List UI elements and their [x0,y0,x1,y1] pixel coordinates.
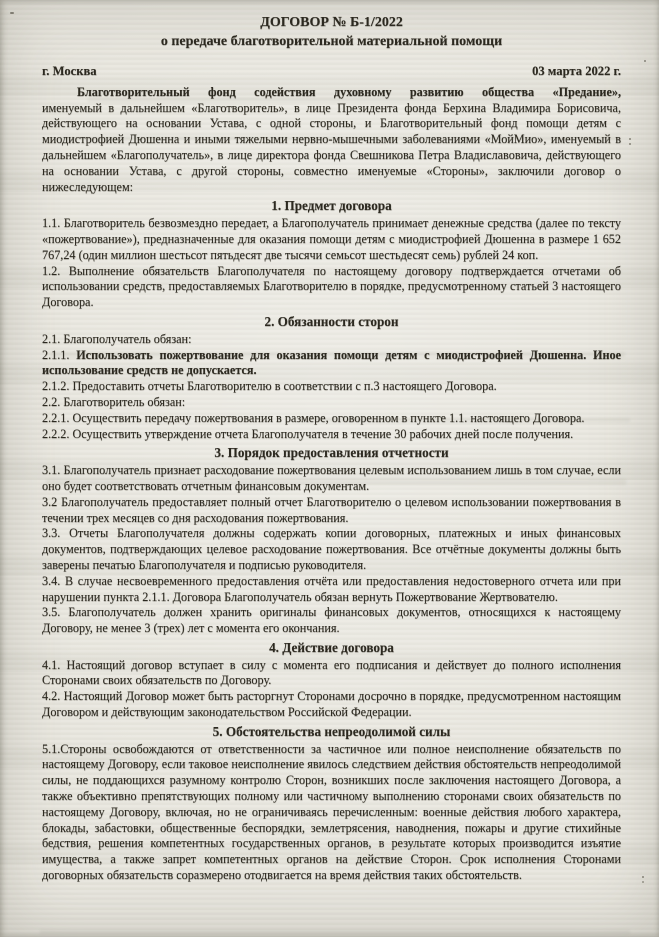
contract-clause: 3.3. Отчеты Благополучателя должны содержать копии договорных, платежных и иных финансовых документов, подтверждающих целевое расходование пожертвования. Все отчётные документы должны быть заверены печатью Благополучателя и подписью руководителя. [42,526,621,572]
contract-clause: 2.1. Благополучатель обязан: [42,331,192,346]
contract-clause: 4.1. Настоящий договор вступает в силу с момента его подписания и действует до полного исполнения Сторонами своих обязательств по Договору. [42,657,621,688]
contract-clause: 2.2.1. Осуществить передачу пожертвования в размере, оговоренном в пункте 1.1. настоящего Договора. [42,410,585,425]
place-label: г. Москва [42,64,97,78]
contract-section-5 [42,724,621,884]
preamble-lead-bold: Благотворительный фонд содействия духовному развитию общества «Предание», [77,84,621,99]
section-heading: 3. Порядок предоставления отчетности [214,445,449,461]
contract-section-2 [42,314,621,442]
contract-clause: 3.1. Благополучатель признает расходование пожертвования целевым использованием лишь в том случае, если оно будет соответствовать отчетным финансовым документам. [42,463,621,493]
date-label: 03 марта 2022 г. [532,64,621,78]
contract-clause: 2.2. Благотворитель обязан: [42,394,186,409]
section-heading: 1. Предмет договора [271,198,392,214]
clause-number: 2.1.1. [42,347,77,362]
contract-clause: 2.2.2. Осуществить утверждение отчета Благополучателя в течение 30 рабочих дней после получения. [42,426,574,441]
contract-clause: 3.4. В случае несвоевременного предоставления отчёта или предоставления недостоверного отчета или при нарушении пункта 2.1.1. Договора Благополучатель обязан вернуть Пожертвование Жертвователю. [42,573,621,604]
document-body [42,198,621,883]
contract-clause: 4.2. Настоящий Договор может быть расторгнут Сторонами досрочно в порядке, предусмотренном настоящим Договором и действующим законодательством Российской Федерации. [42,689,621,720]
contract-clause: 1.1. Благотворитель безвозмездно передает, а Благополучатель принимает денежные средства (далее по тексту «пожертвование»), предназначенные для оказания помощи детям с миодистрофией Дюшенна в размере 1 652 767,24 (один миллион шестьсот пятьдесят две тысячи семьсот шестьдесят семь) рублей 24 коп. [42,216,621,262]
section-heading: 4. Действие договора [269,639,394,655]
contract-clause: 3.2 Благополучатель предоставляет полный отчет Благотворителю о целевом использовании пожертвования в течении трех месяцев со дня расходования пожертвования. [42,494,621,525]
contract-section-4 [42,640,621,721]
preamble-paragraph [42,85,621,196]
document-subtitle: о передаче благотворительной материальной помощи [160,34,503,49]
clause-bold-text: Использовать пожертвование для оказания помощи детям с миодистрофией Дюшенна. Иное использование средств не допускается. [42,347,622,378]
contract-section-1 [42,198,621,311]
contract-clause: 3.5. Благополучатель должен хранить оригиналы финансовых документов, относящихся к настоящему Договору, не менее 3 (трех) лет с момента его окончания. [42,605,621,636]
section-heading: 2. Обязанности сторон [264,313,399,329]
contract-section-3 [42,445,621,637]
contract-clause [42,348,621,380]
preamble-text: именуемый в дальнейшем «Благотворитель», в лице Президента фонда Берхина Владимира Борисовича, действующего на основании Устава, с одной стороны, и Благотворительный фонд помощи детям с миодистрофией Дюшенна и иными тяжелыми нервно-мышечными заболеваниями «МойМио», именуемый в дальнейшем «Благополучатель», в лице директора фонда Свешникова Петра Владиславовича, действующего на основании Устава, с другой стороны, совместно именуемые «Стороны», заключили договор о нижеследующем: [42,100,621,194]
dateline [42,64,621,80]
document-title: ДОГОВОР № Б-1/2022 [260,15,403,30]
contract-clause: 1.2. Выполнение обязательств Благополучателя по настоящему договору подтверждается отчетами об использовании средств, предоставляемых Благотворителю в порядке, предусмотренному статьей 3 настоящего Договора. [42,263,621,310]
contract-clause: 5.1.Стороны освобождаются от ответственности за частичное или полное неисполнение обязательств по настоящему Договору, если таковое неисполнение явилось следствием действия обстоятельств непреодолимой силы, не поддающихся разумному контролю Сторон, возникших после заключения настоящего Договора, а также объективно препятствующих полному или частичному выполнению сторонами своих обязательств по настоящему Договору, включая, но не ограничиваясь перечисленным: военные действия любого характера, блокады, забастовки, общественные беспорядки, землетрясения, наводнения, пожары и другие стихийные бедствия, решения компетентных государственных органов, в результате которых производится изъятие имущества, а также запрет компетентных органов на действие Сторон. Срок исполнения Сторонами договорных обязательств соразмерено отодвигается на время действия таких обстоятельств. [42,741,621,883]
contract-clause: 2.1.2. Предоставить отчеты Благотворителю в соответствии с п.3 настоящего Договора. [42,379,497,394]
section-heading: 5. Обстоятельства непреодолимой силы [212,723,451,739]
